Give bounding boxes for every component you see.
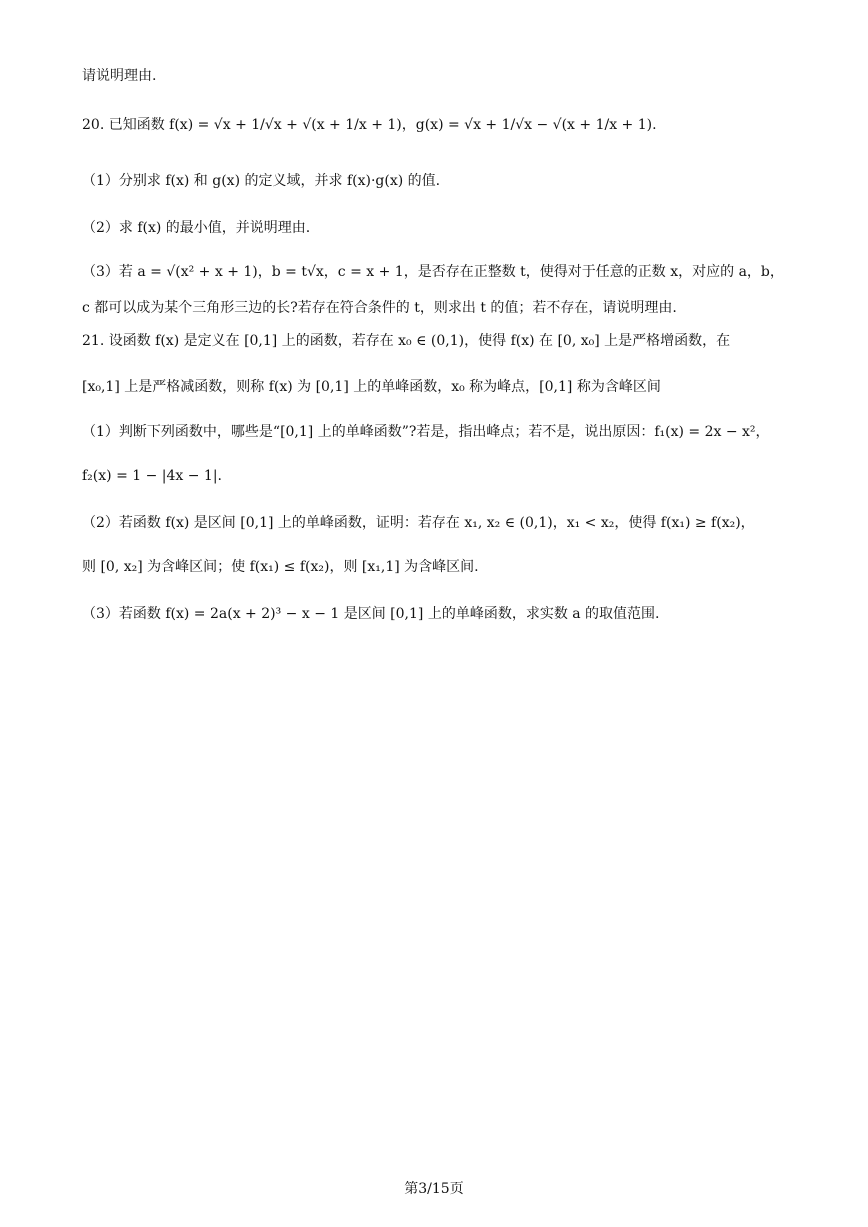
problem-21-statement-a: 21. 设函数 f(x) 是定义在 [0,1] 上的函数，若存在 x₀ ∈ (0,1)，使得 f(x) 在 [0, x₀] 上是严格增函数，在 — [82, 333, 731, 349]
page-number: 第3/15页 — [404, 1181, 464, 1197]
problem-20-part-2: （2）求 f(x) 的最小值，并说明理由. — [82, 220, 311, 236]
problem-21-part-1-b: f₂(x) = 1 − |4x − 1|. — [82, 468, 223, 484]
problem-21-part-2-a: （2）若函数 f(x) 是区间 [0,1] 上的单峰函数，证明：若存在 x₁, x₂ ∈ (0,1)，x₁ < x₂，使得 f(x₁) ≥ f(x₂)， — [82, 515, 755, 531]
problem-21-part-2-b: 则 [0, x₂] 为含峰区间；使 f(x₁) ≤ f(x₂)，则 [x₁,1] 为含峰区间. — [82, 559, 479, 575]
problem-21-statement-b: [x₀,1] 上是严格减函数，则称 f(x) 为 [0,1] 上的单峰函数，x₀ 称为峰点，[0,1] 称为含峰区间 — [82, 379, 661, 395]
text-line-intro: 请说明理由. — [82, 68, 157, 84]
problem-21-part-1-a: （1）判断下列函数中，哪些是“[0,1] 上的单峰函数”?若是，指出峰点；若不是，说出原因：f₁(x) = 2x − x²， — [82, 424, 770, 440]
problem-20-part-3-a: （3）若 a = √(x² + x + 1)，b = t√x，c = x + 1，是否存在正整数 t，使得对于任意的正数 x，对应的 a，b， — [82, 264, 784, 280]
problem-21-part-3: （3）若函数 f(x) = 2a(x + 2)³ − x − 1 是区间 [0,1] 上的单峰函数，求实数 a 的取值范围. — [82, 606, 660, 622]
problem-20-statement: 20. 已知函数 f(x) = √x + 1/√x + √(x + 1/x + 1)，g(x) = √x + 1/√x − √(x + 1/x + 1). — [82, 117, 657, 133]
problem-20-part-1: （1）分别求 f(x) 和 g(x) 的定义域，并求 f(x)·g(x) 的值. — [82, 173, 441, 189]
problem-20-part-3-b: c 都可以成为某个三角形三边的长?若存在符合条件的 t，则求出 t 的值；若不存在，请说明理由. — [82, 300, 677, 316]
